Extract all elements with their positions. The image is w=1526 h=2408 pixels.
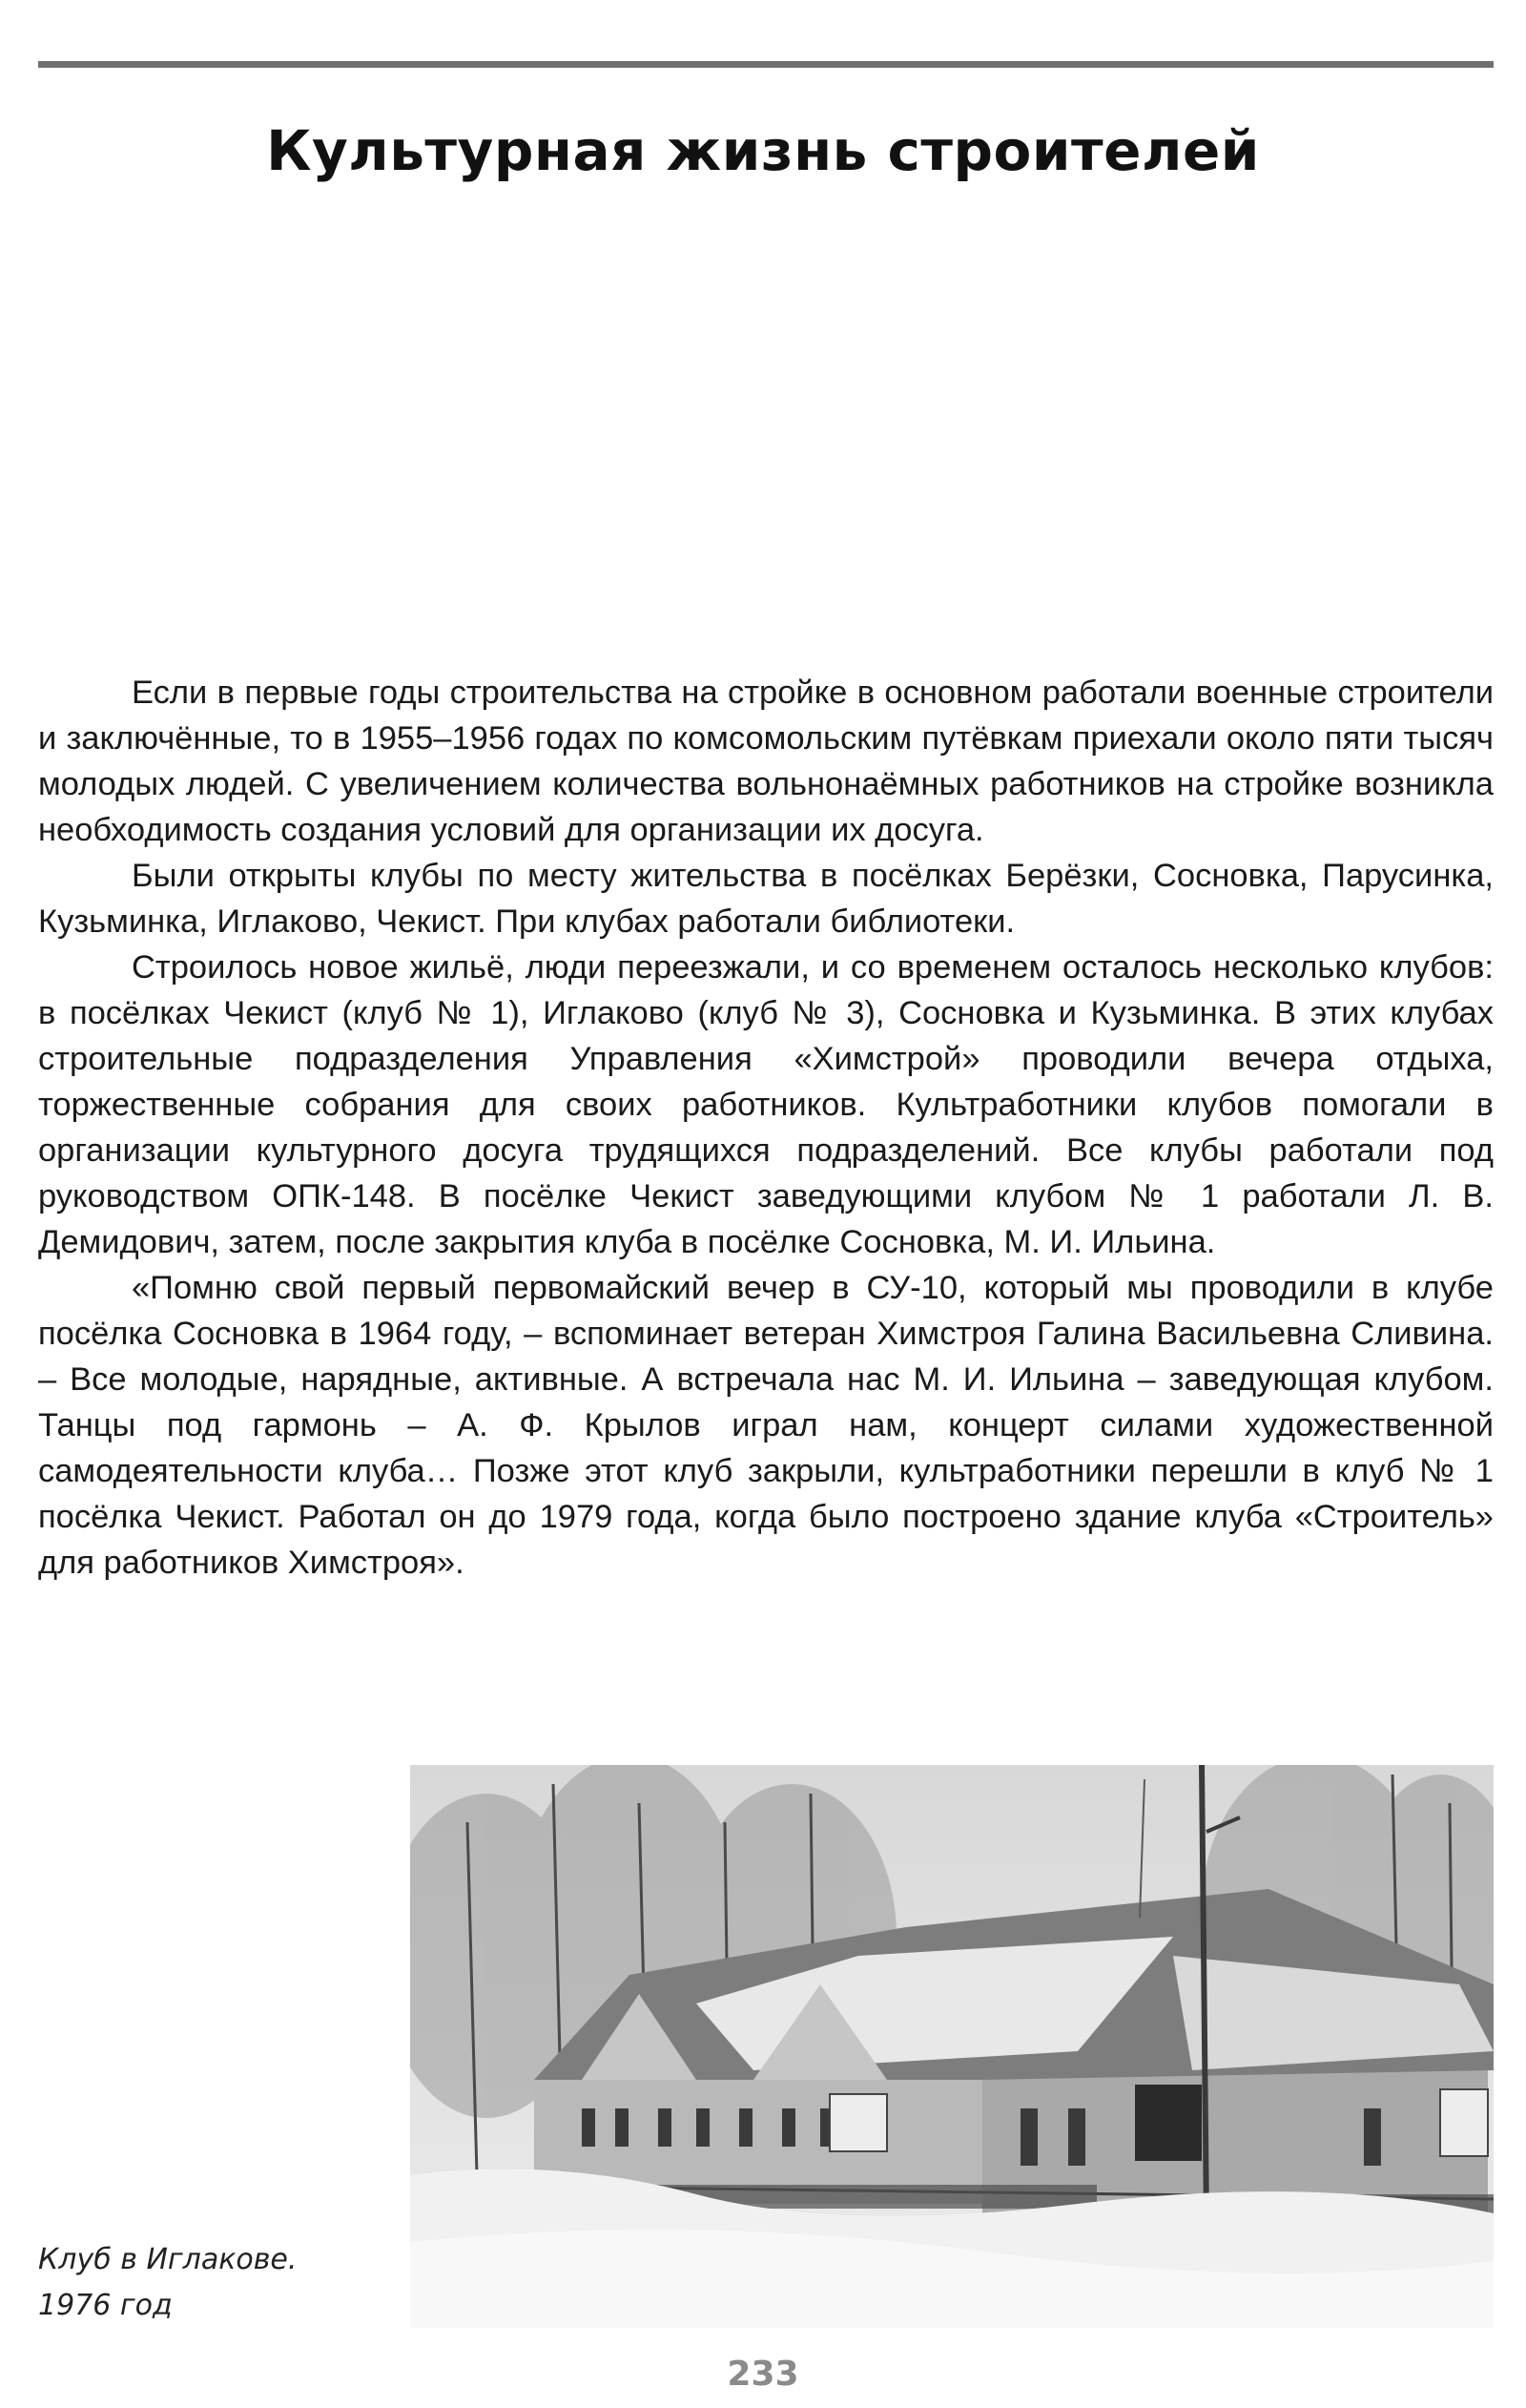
paragraph: Были открыты клубы по месту жительства в посёлках Берёзки, Сосновка, Парусинка, Кузьминка, Иглаково, Чекист. При клубах работали библиотеки. [38,858,1494,940]
top-rule [38,61,1494,68]
page-number: 233 [727,2355,799,2394]
caption-line: Клуб в Иглакове. [38,2243,298,2276]
club-photo [410,1765,1494,2328]
caption-year: 1976 год [38,2289,173,2322]
paragraph: «Помню свой первый первомайский вечер в СУ-10, который мы проводили в клубе посёлка Сосновка в 1964 году, – вспоминает ветеран Химстроя Галина Васильевна Сливина. – Все молодые, нарядные, активные. А встречала нас М. И. Ильина – заведующая клубом. Танцы под гармонь – А. Ф. Крылов играл нам, концерт силами художественной самодеятельности клуба… Позже этот клуб закрыли, культработники перешли в клуб № 1 посёлка Чекист. Работал он до 1979 года, когда было построено здание клуба «Строитель» для работников Химстроя». [38,1270,1494,1581]
article-body [38,670,1494,1586]
paragraph: Строилось новое жильё, люди переезжали, и со временем осталось несколько клубов: в посёлках Чекист (клуб № 1), Иглаково (клуб № 3), Сосновка и Кузьминка. В этих клубах строительные подразделения Управления «Химстрой» проводили вечера отдыха, торжественные собрания для своих работников. Культработники клубов помогали в организации культурного досуга трудящихся подразделений. Все клубы работали под руководством ОПК-148. В посёлке Чекист заведующими клубом № 1 работали Л. В. Демидович, затем, после закрытия клуба в посёлке Сосновка, М. И. Ильина. [38,949,1494,1260]
paragraph: Если в первые годы строительства на стройке в основном работали военные строители и заключённые, то в 1955–1956 годах по комсомольским путёвкам приехали около пяти тысяч молодых людей. С увеличением количества вольнонаёмных работников на стройке возникла необходимость создания условий для организации их досуга. [38,675,1494,848]
page-title: Культурная жизнь строителей [266,118,1260,183]
photo-caption [38,2237,382,2329]
